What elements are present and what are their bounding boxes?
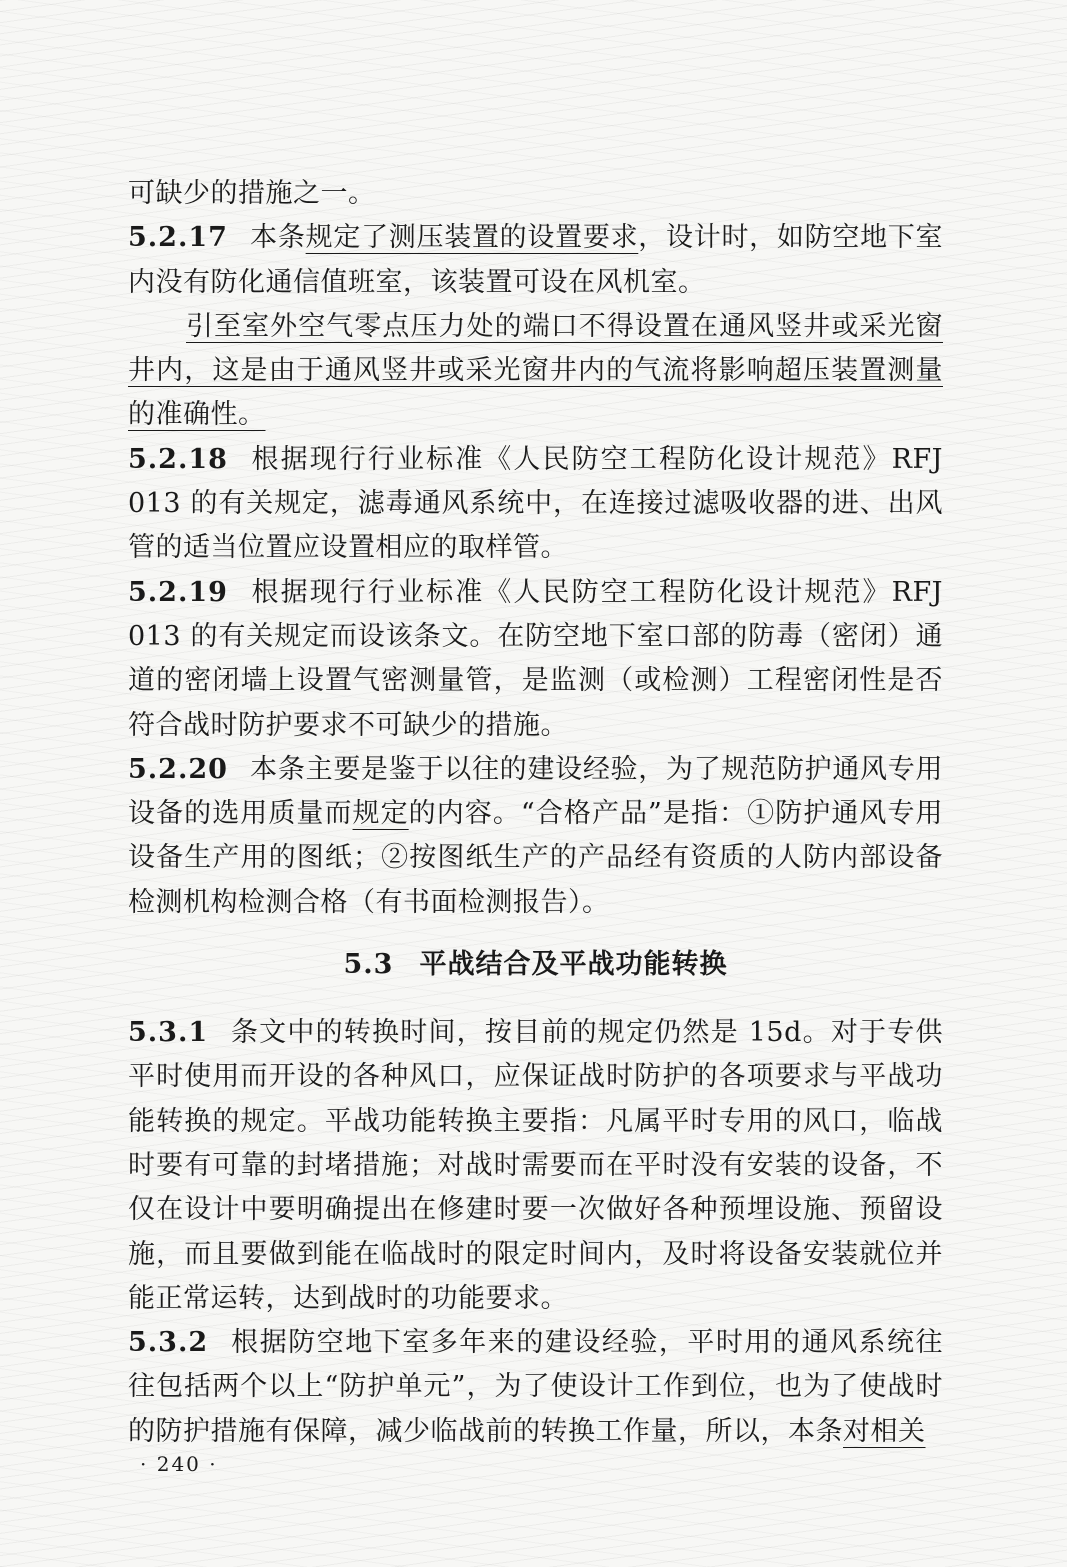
clause-5-2-17-para2 bbox=[128, 305, 943, 438]
clause-number: 5.3.2 bbox=[128, 1327, 209, 1359]
clause-5-2-20 bbox=[128, 748, 943, 925]
clause-text: 根据现行行业标准《人民防空工程防化设计规范》RFJ 013 的有关规定，滤毒通风系统中，在连接过滤吸收器的进、出风管的适当位置应设置相应的取样管。 bbox=[128, 443, 943, 564]
clause-5-2-17 bbox=[128, 216, 943, 305]
page-number: · 240 · bbox=[140, 1452, 218, 1476]
clause-text: 条文中的转换时间，按目前的规定仍然是 15d。对于专供平时使用而开设的各种风口，应保证战时防护的各项要求与平战功能转换的规定。平战功能转换主要指：凡属平时专用的风口，临战时要有可靠的封堵措施；对战时需要而在平时没有安装的设备，不仅在设计中要明确提出在修建时要一次做好各种预埋设施、预留设施，而且要做到能在临战时的限定时间内，及时将设备安装就位并能正常运转，达到战时的功能要求。 bbox=[128, 1017, 943, 1314]
clause-number: 5.2.18 bbox=[128, 443, 228, 475]
clause-text-pre: 本条主要是鉴于以往的建设经验，为了规范防护通风专用设备的选用质量而 bbox=[128, 753, 943, 830]
document-page bbox=[128, 172, 943, 1454]
section-number: 5.3 bbox=[343, 949, 394, 981]
intro-text: 可缺少的措施之一。 bbox=[128, 178, 376, 209]
clause-text: 根据现行行业标准《人民防空工程防化设计规范》RFJ 013 的有关规定而设该条文。在防空地下室口部的防毒（密闭）通道的密闭墙上设置气密测量管，是监测（或检测）工程密闭性是否符合战时防护要求不可缺少的措施。 bbox=[128, 576, 943, 741]
clause-text-pre: 根据防空地下室多年来的建设经验，平时用的通风系统往往包括两个以上“防护单元”，为了使设计工作到位，也为了使战时的防护措施有保障，减少临战前的转换工作量，所以，本条 bbox=[128, 1327, 943, 1447]
clause-number: 5.3.1 bbox=[128, 1017, 209, 1049]
underlined-text: 规定了测压装置的设置要求 bbox=[305, 222, 639, 254]
clause-5-2-18 bbox=[128, 438, 943, 571]
section-heading-5-3 bbox=[128, 939, 943, 991]
clause-text-post: 的内容。“合格产品”是指：①防护通风专用设备生产用的图纸；②按图纸生产的产品经有资质的人防内部设备检测机构检测合格（有书面检测报告）。 bbox=[128, 798, 944, 918]
clause-number: 5.2.19 bbox=[128, 576, 228, 608]
clause-5-2-19 bbox=[128, 571, 943, 748]
clause-5-3-2 bbox=[128, 1321, 943, 1454]
underlined-text: 对相关 bbox=[843, 1415, 926, 1447]
clause-number: 5.2.17 bbox=[128, 222, 228, 254]
clause-number: 5.2.20 bbox=[128, 753, 228, 785]
underlined-paragraph: 引至室外空气零点压力处的端口不得设置在通风竖井或采光窗井内，这是由于通风竖井或采光窗井内的气流将影响超压装置测量的准确性。 bbox=[128, 310, 943, 431]
section-title: 平战结合及平战功能转换 bbox=[419, 949, 728, 981]
clause-text-post: ，设计时，如防空地下室内没有防化通信值班室，该装置可设在风机室。 bbox=[128, 222, 944, 298]
clause-text-pre: 本条 bbox=[249, 222, 306, 254]
clause-5-3-1 bbox=[128, 1011, 943, 1321]
underlined-text: 规定 bbox=[352, 798, 409, 830]
